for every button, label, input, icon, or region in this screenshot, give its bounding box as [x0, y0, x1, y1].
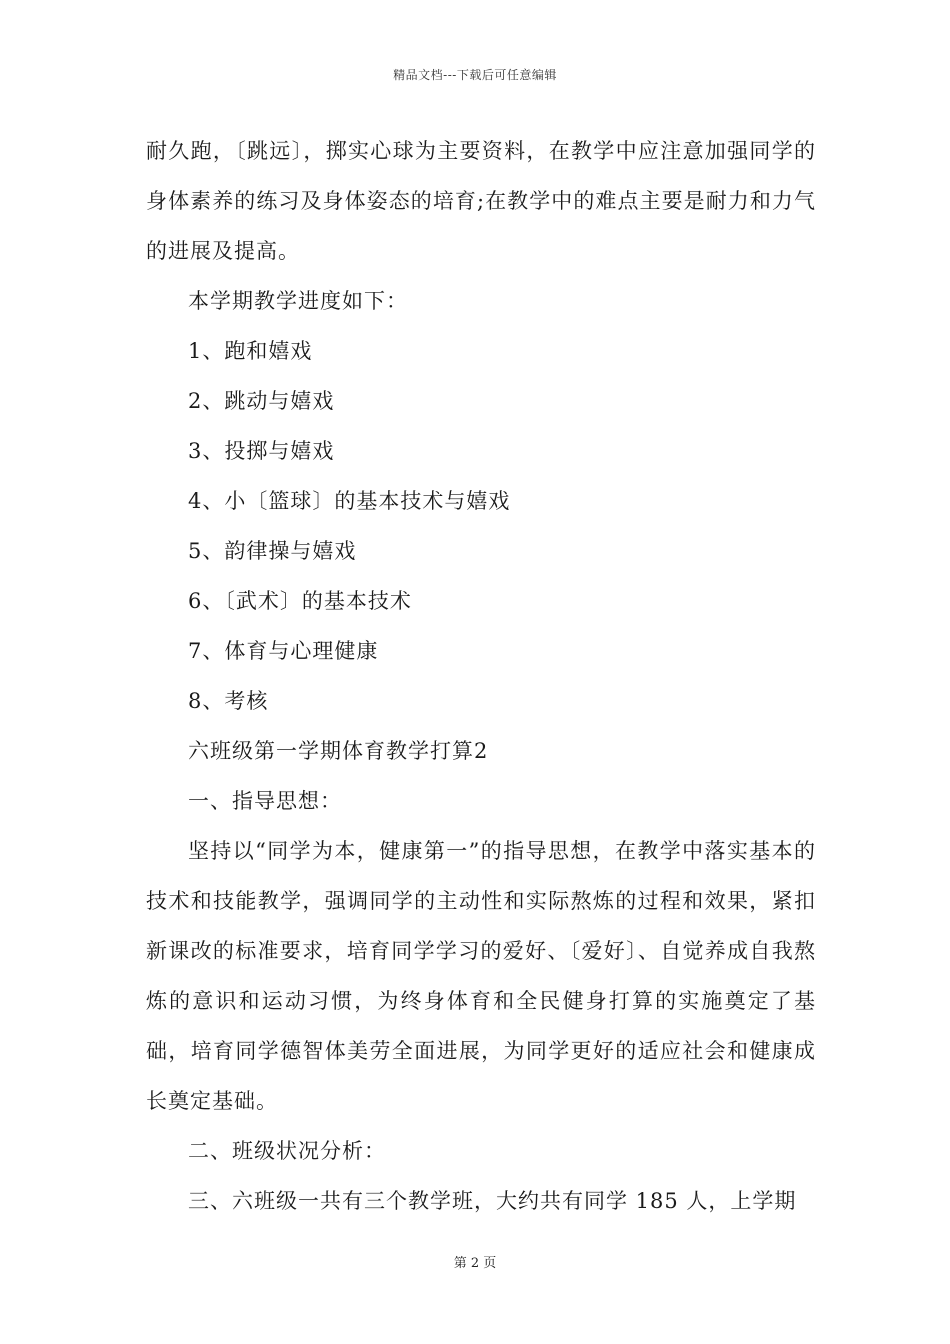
paragraph: 坚持以“同学为本，健康第一”的指导思想，在教学中落实基本的技术和技能教学，强调同学的主动性和实际熬炼的过程和效果，紧扣新课改的标准要求，培育同学学习的爱好、〔爱好〕、自觉养成自我熬炼的意识和运动习惯，为终身体育和全民健身打算的实施奠定了基础，培育同学德智体美劳全面进展，为同学更好的适应社会和健康成长奠定基础。 [146, 839, 816, 1113]
list-item: 8、考核 [188, 689, 269, 713]
section-heading: 一、指导思想： [188, 789, 342, 813]
list-item: 5、韵律操与嬉戏 [188, 539, 357, 563]
list-item: 2、跳动与嬉戏 [188, 389, 335, 413]
document-body [146, 126, 816, 1226]
section-heading: 二、班级状况分析： [188, 1139, 386, 1163]
list-item: 7、体育与心理健康 [188, 639, 379, 663]
list-item: 1、跑和嬉戏 [188, 339, 313, 363]
page-header: 精品文档---下载后可任意编辑 [393, 68, 557, 82]
paragraph: 本学期教学进度如下： [188, 289, 408, 313]
list-item: 4、小〔篮球〕的基本技术与嬉戏 [188, 489, 511, 513]
section-title: 六班级第一学期体育教学打算2 [188, 739, 489, 763]
list-item: 6、〔武术〕的基本技术 [188, 589, 412, 613]
paragraph: 三、六班级一共有三个教学班，大约共有同学 185 人，上学期 [188, 1189, 797, 1213]
page-number: 第 2 页 [453, 1256, 497, 1271]
list-item: 3、投掷与嬉戏 [188, 439, 335, 463]
paragraph: 耐久跑，〔跳远〕，掷实心球为主要资料，在教学中应注意加强同学的身体素养的练习及身体姿态的培育;在教学中的难点主要是耐力和力气的进展及提高。 [146, 139, 816, 263]
